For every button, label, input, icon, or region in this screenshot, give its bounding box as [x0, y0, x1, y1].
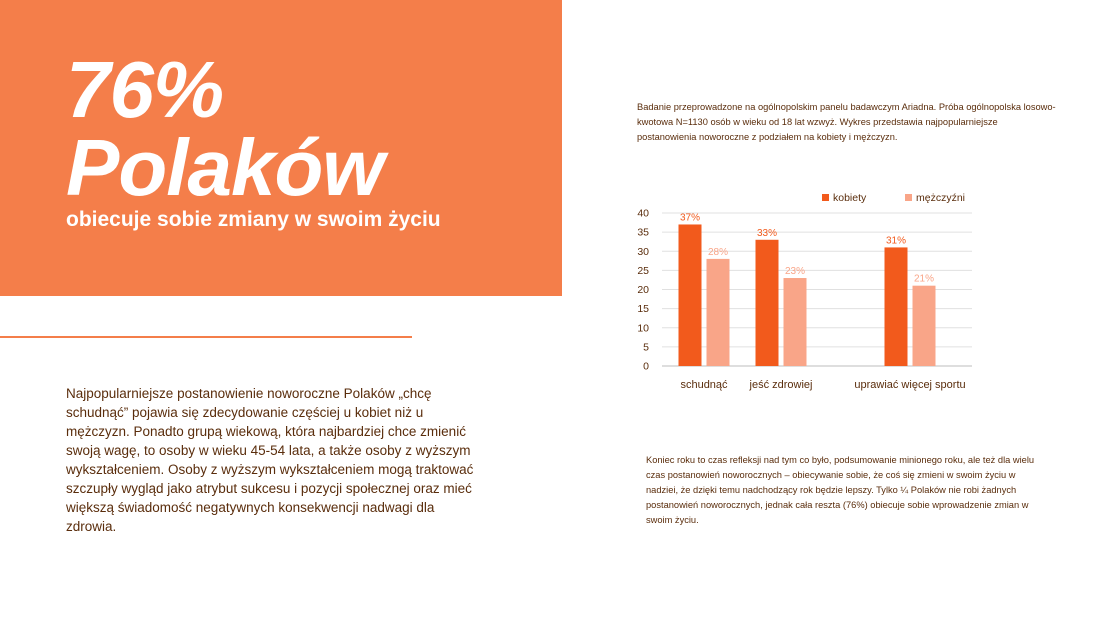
- y-tick-label: 15: [637, 303, 649, 316]
- y-tick-label: 20: [637, 284, 649, 296]
- data-label: 28%: [707, 246, 729, 258]
- legend-swatch: [905, 194, 912, 201]
- data-label: 21%: [913, 273, 935, 285]
- bar-kobiety: [756, 240, 779, 366]
- y-tick-label: 40: [637, 207, 649, 220]
- y-tick-label: 25: [637, 264, 649, 277]
- hero-percentage: 76%: [66, 45, 224, 134]
- data-label: 33%: [756, 227, 778, 239]
- y-tick-label: 30: [637, 245, 649, 258]
- legend-label: mężczyźni: [916, 192, 966, 204]
- resolutions-bar-chart: [620, 185, 1020, 400]
- summary-note: Koniec roku to czas refleksji nad tym co było, podsumowanie minionego roku, ale też dla wielu czas postanowień noworocznych – obiecywanie sobie, że coś się zmieni w swoim życiu w nadziei, że dzięki temu nadchodzący rok będzie lepszy. Tylko ¼ Polaków nie robi żadnych postanowień noworocznych, jednak cała reszta (76%) obiecuje sobie wprowadzenie zmian w swoim życiu.: [646, 455, 1035, 525]
- bar-kobiety: [679, 224, 702, 366]
- x-category-label: schudnąć: [680, 379, 728, 391]
- legend-label: kobiety: [833, 192, 867, 204]
- hero-subtitle: obiecuje sobie zmiany w swoim życiu: [66, 208, 441, 231]
- study-note: Badanie przeprowadzone na ogólnopolskim panelu badawczym Ariadna. Próba ogólnopolska losowo-kwotowa N=1130 osób w wieku od 18 lat wzwyż. Wykres przedstawia najpopularniejsze postanowienia noworoczne z podziałem na kobiety i mężczyzn.: [637, 102, 1056, 142]
- accent-divider: [0, 336, 412, 338]
- x-category-label: jeść zdrowiej: [749, 379, 813, 391]
- hero-banner: [0, 0, 562, 296]
- y-tick-label: 5: [643, 341, 649, 354]
- bar-mezczyzni: [707, 259, 730, 366]
- bar-mezczyzni: [784, 278, 807, 366]
- bar-kobiety: [885, 247, 908, 366]
- data-label: 31%: [885, 235, 907, 247]
- bar-mezczyzni: [913, 286, 936, 366]
- y-tick-label: 10: [637, 322, 649, 335]
- legend-swatch: [822, 194, 829, 201]
- y-tick-label: 0: [643, 360, 649, 373]
- body-paragraph: Najpopularniejsze postanowienie noworoczne Polaków „chcę schudnąć” pojawia się zdecydowanie częściej u kobiet niż u mężczyzn. Ponadto grupą wiekową, która najbardziej chce zmienić swoją wagę, to osoby w wieku 45-54 lata, a także osoby z wyższym wykształceniem. Osoby z wyższym wykształceniem mogą traktować szczupły wygląd jako atrybut sukcesu i pozycji społecznej oraz mieć większą świadomość negatywnych konsekwencji nadwagi dla zdrowia.: [66, 386, 474, 534]
- data-label: 37%: [679, 212, 701, 224]
- x-category-label: uprawiać więcej sportu: [854, 379, 966, 391]
- data-label: 23%: [784, 266, 806, 278]
- hero-headline: Polaków: [66, 123, 384, 212]
- y-tick-label: 35: [637, 226, 649, 239]
